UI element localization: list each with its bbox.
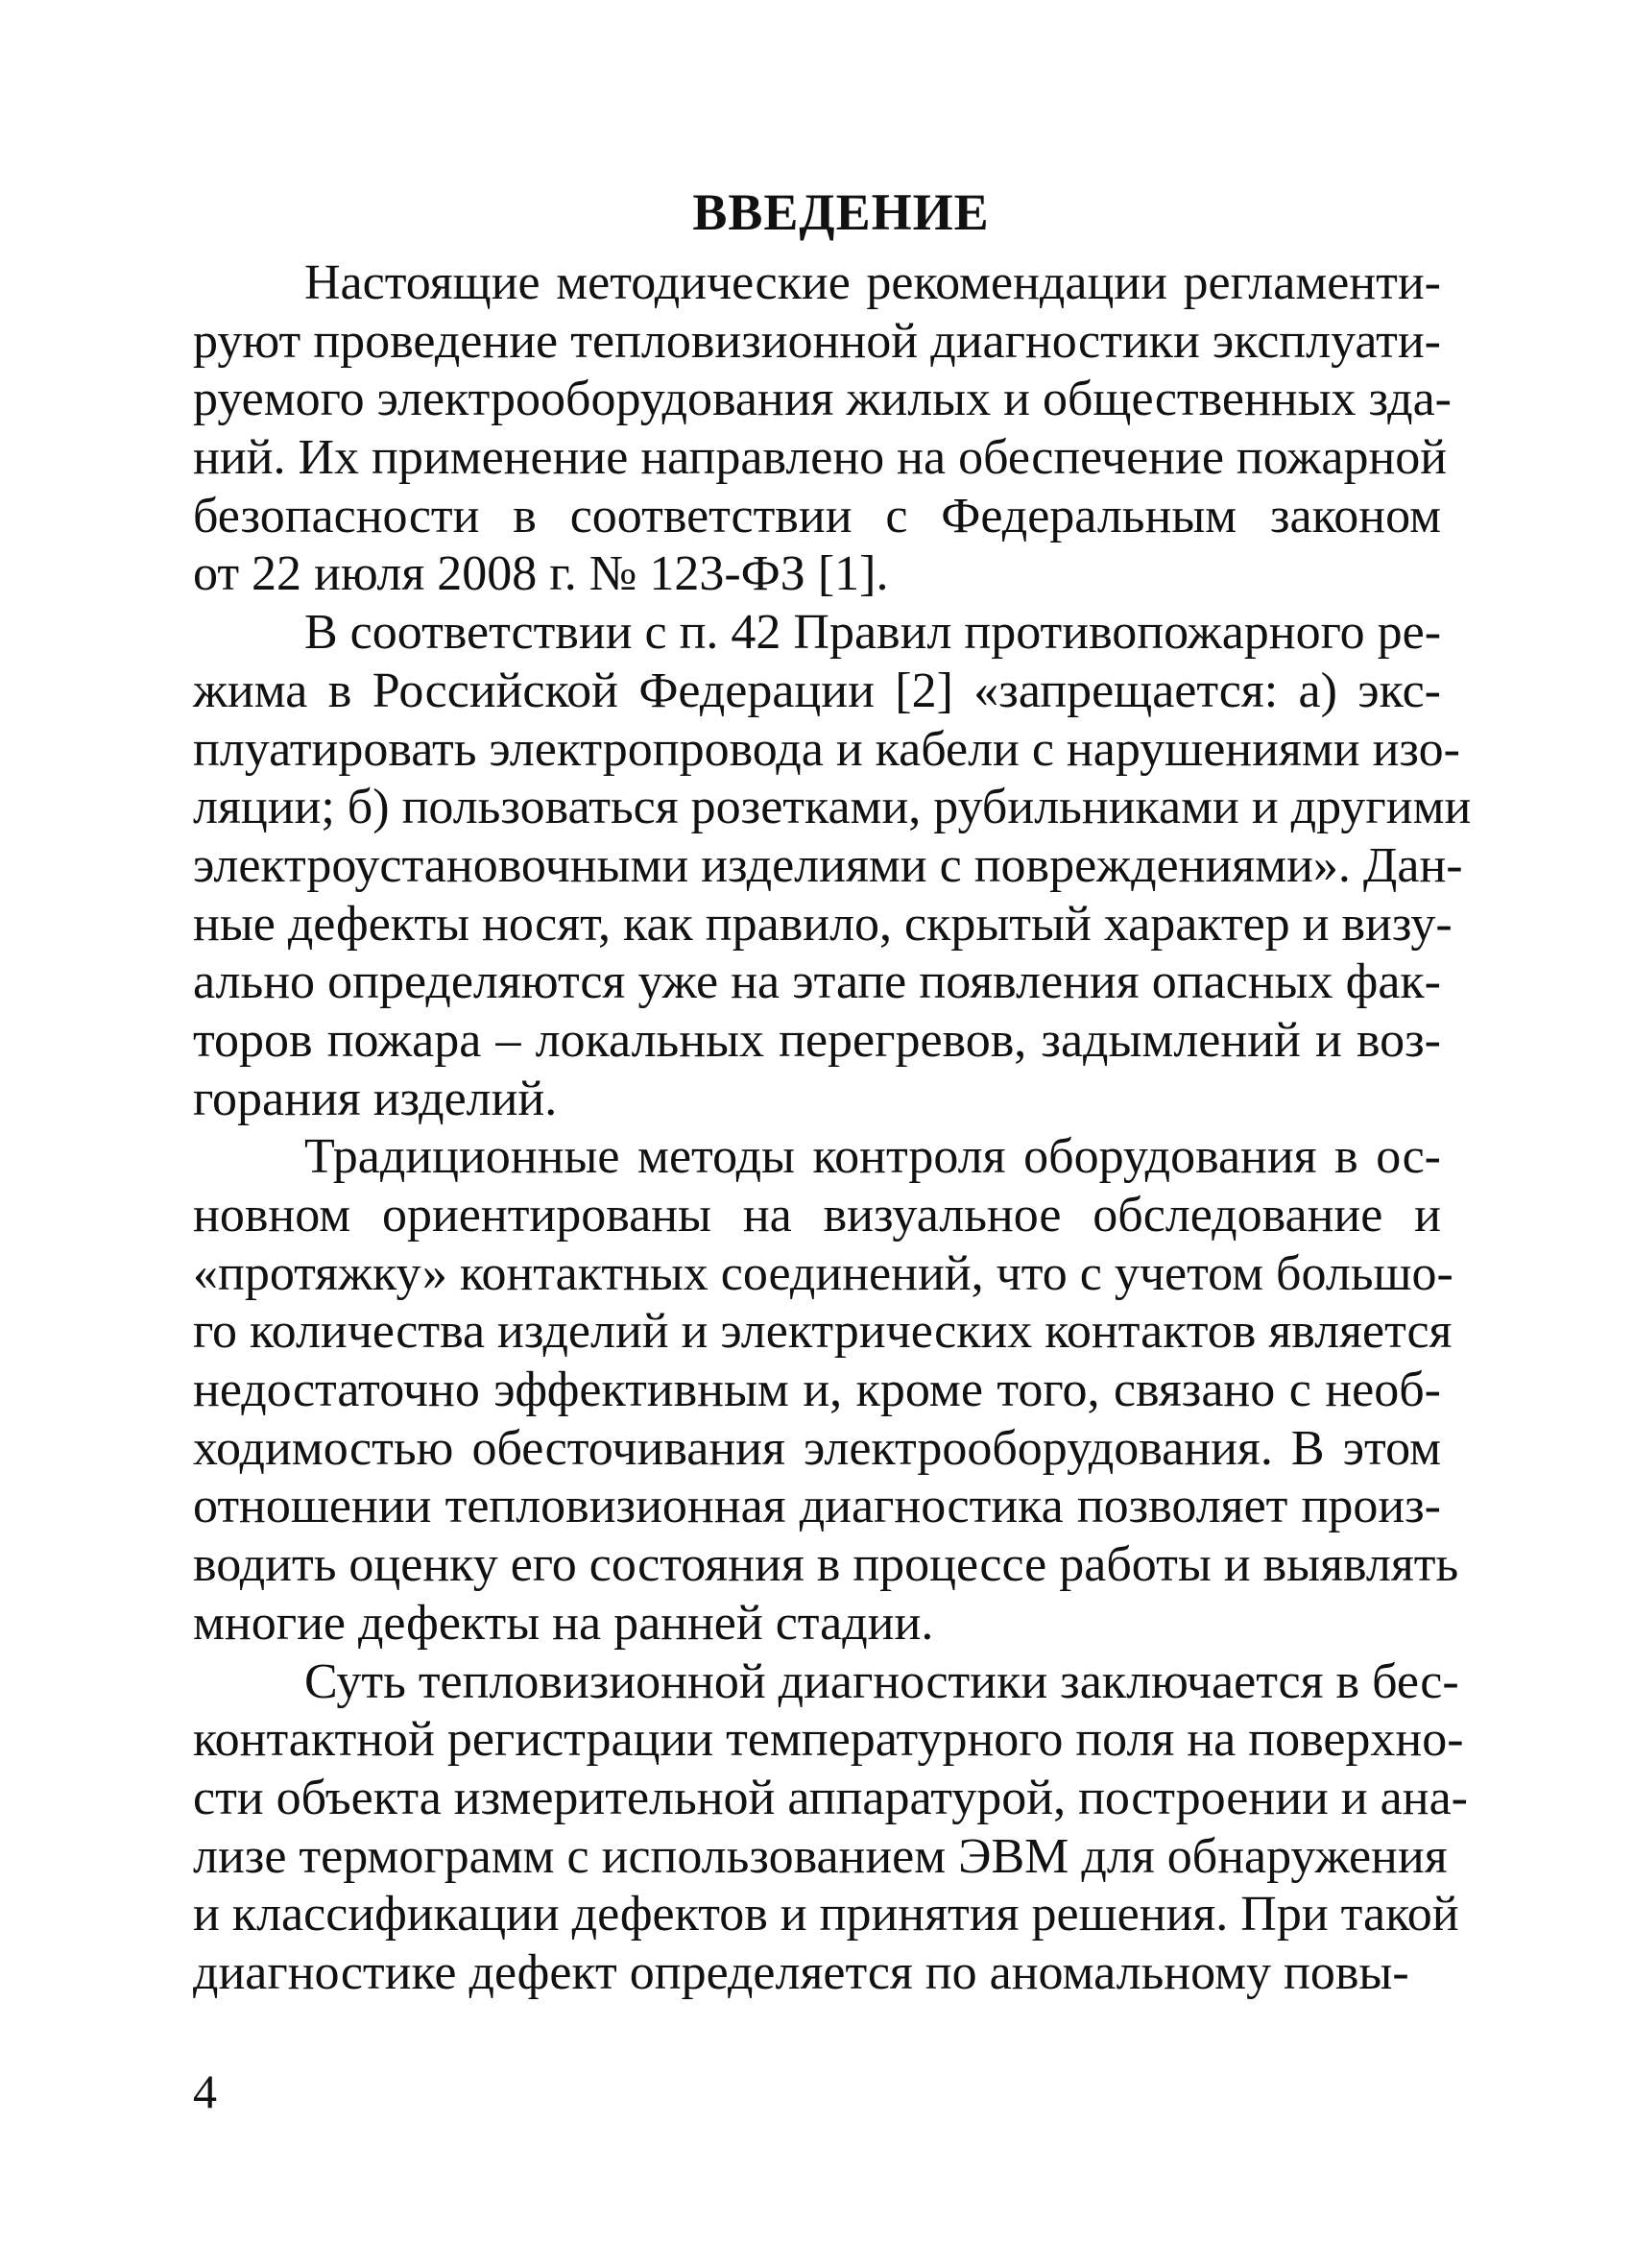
text-line: «протяжку» контактных соединений, что с учетом большо- [193, 1245, 1453, 1301]
text-line: ные дефекты носят, как правило, скрытый характер и визу- [193, 896, 1453, 952]
text-line: ляции; б) пользоваться розетками, рубильниками и другими [193, 780, 1472, 835]
text-line: от 22 июля 2008 г. № 123-ФЗ [1]. [193, 546, 889, 602]
text-line: торов пожара – локальных перегревов, задымлений и воз- [193, 1012, 1441, 1068]
page-number: 4 [193, 2064, 217, 2118]
text-line: ходимостью обесточивания электрооборудования. В этом [193, 1420, 1441, 1476]
text-line: новном ориентированы на визуальное обследование и [193, 1188, 1441, 1243]
text-line: Настоящие методические рекомендации регламенти- [304, 255, 1441, 310]
text-line: жима в Российской Федерации [2] «запрещается: а) экс- [193, 663, 1441, 718]
text-line: отношении тепловизионная диагностика позволяет произ- [193, 1479, 1441, 1534]
text-line: ально определяются уже на этапе появления опасных фак- [193, 954, 1441, 1010]
text-line: и классификации дефектов и принятия решения. При такой [193, 1887, 1459, 1942]
document-page [193, 178, 1472, 2003]
text-line: безопасности в соответствии с Федеральным законом [193, 488, 1441, 543]
text-line: руют проведение тепловизионной диагностики эксплуати- [193, 313, 1441, 369]
paragraph [193, 254, 1452, 604]
text-line: го количества изделий и электрических контактов является [193, 1304, 1453, 1360]
text-line: диагностике дефект определяется по аномальному повы- [193, 1944, 1409, 2000]
text-line: контактной регистрации температурного поля на поверхно- [193, 1712, 1464, 1768]
text-line: Суть тепловизионной диагностики заключается в бес- [304, 1653, 1459, 1709]
body-text [193, 254, 1472, 2003]
text-line: руемого электрооборудования жилых и общественных зда- [193, 372, 1452, 427]
section-title: ВВЕДЕНИЕ [692, 183, 990, 241]
text-line: В соответствии с п. 42 Правил противопожарного ре- [304, 605, 1442, 661]
text-line: водить оценку его состояния в процессе работы и выявлять [193, 1537, 1459, 1593]
text-line: Традиционные методы контроля оборудования в ос- [304, 1129, 1441, 1185]
text-line: лизе термограмм с использованием ЭВМ для обнаружения [193, 1828, 1448, 1884]
text-line: горания изделий. [193, 1071, 558, 1126]
paragraph [193, 604, 1472, 1128]
text-line: многие дефекты на ранней стадии. [193, 1595, 934, 1651]
text-line: плуатировать электропровода и кабели с нарушениями изо- [193, 721, 1460, 777]
text-line: сти объекта измерительной аппаратурой, построении и ана- [193, 1770, 1468, 1825]
paragraph [193, 1128, 1459, 1653]
text-line: недостаточно эффективным и, кроме того, связано с необ- [193, 1363, 1441, 1418]
text-line: ний. Их применение направлено на обеспечение пожарной [193, 430, 1448, 486]
text-line: электроустановочными изделиями с повреждениями». Дан- [193, 837, 1463, 893]
paragraph [193, 1653, 1468, 2003]
